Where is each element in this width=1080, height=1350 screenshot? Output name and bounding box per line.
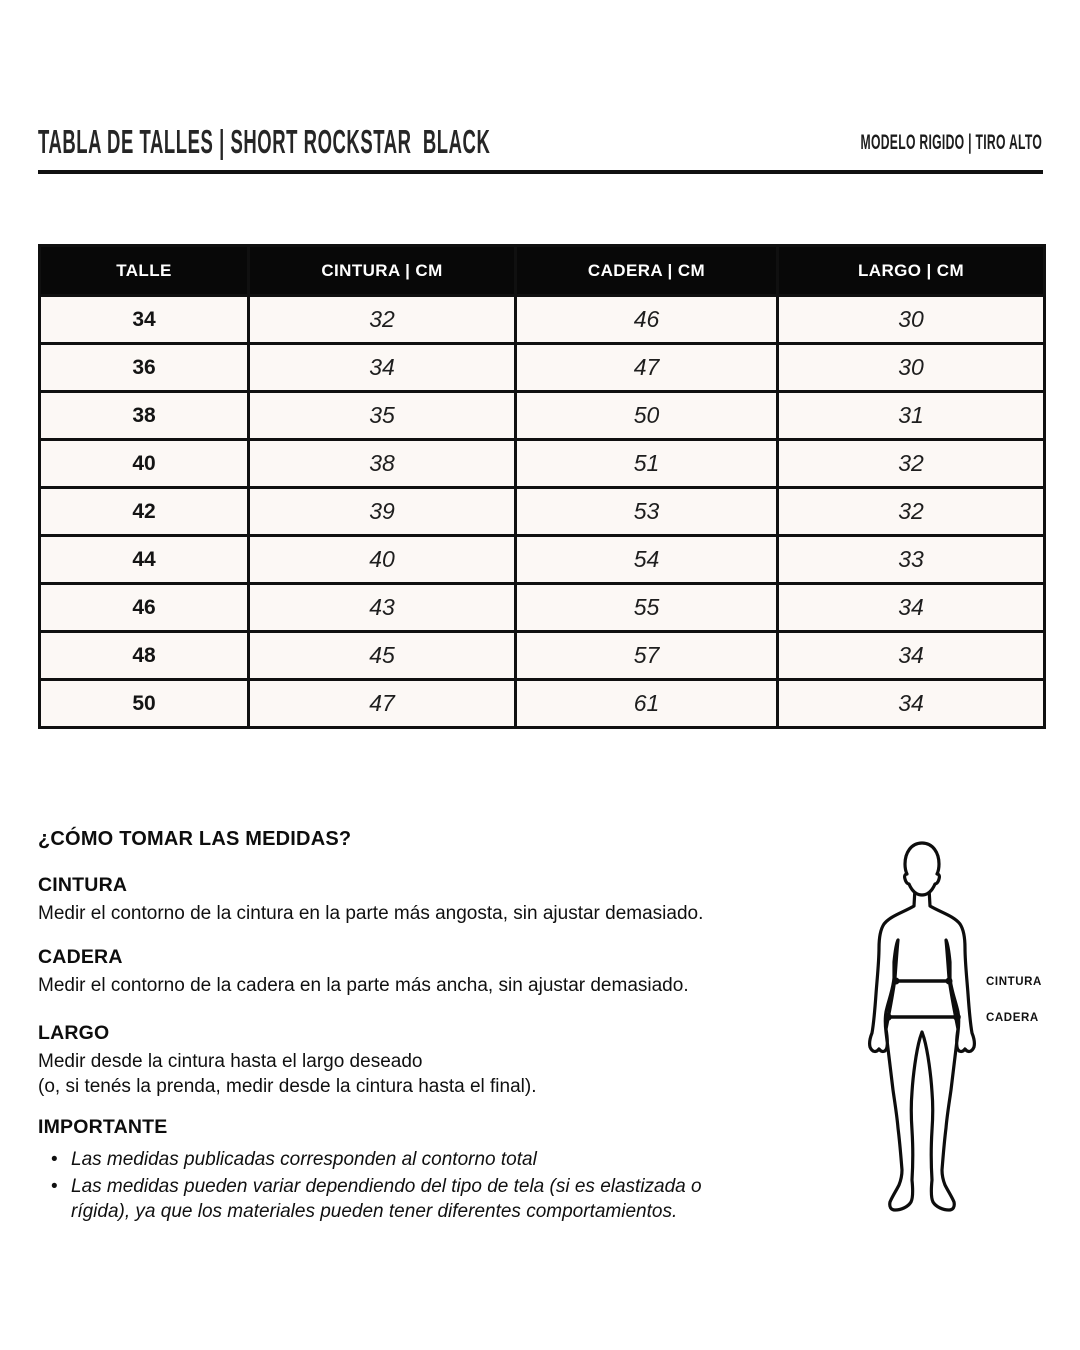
section-heading: CADERA [38,946,123,968]
important-bullet-list [38,1147,838,1224]
table-row [40,488,1045,536]
list-item: • Las medidas pueden variar dependiendo del tipo de tela (si es elastizada o rígida), ya que los materiales pueden tener diferentes comportamientos. [38,1174,758,1224]
hip-label: CADERA [986,1012,1039,1024]
table-cell: 40 [249,536,516,584]
table-cell-size: 40 [40,440,249,488]
table-cell: 34 [778,680,1045,728]
table-cell: 31 [778,392,1045,440]
guide-section-cintura [38,874,838,926]
guide-section-largo [38,1022,838,1099]
table-cell: 34 [778,632,1045,680]
table-cell: 45 [249,632,516,680]
table-cell: 30 [778,344,1045,392]
table-row [40,584,1045,632]
table-cell: 39 [249,488,516,536]
column-header-largo: LARGO | CM [778,246,1045,296]
table-cell-size: 38 [40,392,249,440]
size-table-container [38,244,1046,729]
page-title: TABLA DE TALLES | SHORT ROCKSTAR BLACK [38,123,491,160]
table-cell: 55 [516,584,778,632]
section-heading: CINTURA [38,874,128,896]
table-cell: 34 [778,584,1045,632]
table-cell-size: 48 [40,632,249,680]
guide-section-important [38,1116,838,1226]
table-cell: 61 [516,680,778,728]
table-header-row [40,246,1045,296]
body-figure-illustration [840,828,1080,1228]
section-text: Medir el contorno de la cadera en la parte más ancha, sin ajustar demasiado. [38,975,689,996]
table-row [40,632,1045,680]
table-cell-size: 34 [40,296,249,344]
section-text: Medir el contorno de la cintura en la parte más angosta, sin ajustar demasiado. [38,903,704,924]
table-row [40,392,1045,440]
column-header-talle: TALLE [40,246,249,296]
table-cell: 32 [778,488,1045,536]
head-outline [905,843,940,895]
header-divider [38,170,1043,174]
table-cell-size: 42 [40,488,249,536]
section-text: (o, si tenés la prenda, medir desde la cintura hasta el final). [38,1076,537,1097]
guide-title: ¿CÓMO TOMAR LAS MEDIDAS? [38,828,352,850]
section-heading: IMPORTANTE [38,1116,168,1138]
table-row [40,296,1045,344]
table-row [40,680,1045,728]
table-cell-size: 44 [40,536,249,584]
table-cell: 33 [778,536,1045,584]
table-cell: 53 [516,488,778,536]
table-row [40,344,1045,392]
table-cell-size: 50 [40,680,249,728]
table-cell: 51 [516,440,778,488]
table-cell-size: 46 [40,584,249,632]
table-cell: 38 [249,440,516,488]
table-cell: 46 [516,296,778,344]
section-text: Medir desde la cintura hasta el largo deseado [38,1051,423,1072]
size-table [38,244,1046,729]
table-cell: 32 [778,440,1045,488]
table-cell: 35 [249,392,516,440]
column-header-cadera: CADERA | CM [516,246,778,296]
table-cell: 30 [778,296,1045,344]
table-cell: 54 [516,536,778,584]
list-item: • Las medidas publicadas corresponden al contorno total [38,1147,758,1172]
body-outline [870,888,975,1210]
table-cell: 32 [249,296,516,344]
waist-label: CINTURA [986,976,1042,988]
column-header-cintura: CINTURA | CM [249,246,516,296]
table-cell: 47 [249,680,516,728]
table-cell: 34 [249,344,516,392]
table-cell: 43 [249,584,516,632]
table-row [40,440,1045,488]
table-cell: 57 [516,632,778,680]
section-heading: LARGO [38,1022,110,1044]
body-outline-svg [840,828,1080,1228]
table-cell-size: 36 [40,344,249,392]
model-tag: MODELO RIGIDO | TIRO ALTO [860,131,1042,154]
guide-section-cadera [38,946,838,998]
table-cell: 50 [516,392,778,440]
table-row [40,536,1045,584]
table-cell: 47 [516,344,778,392]
